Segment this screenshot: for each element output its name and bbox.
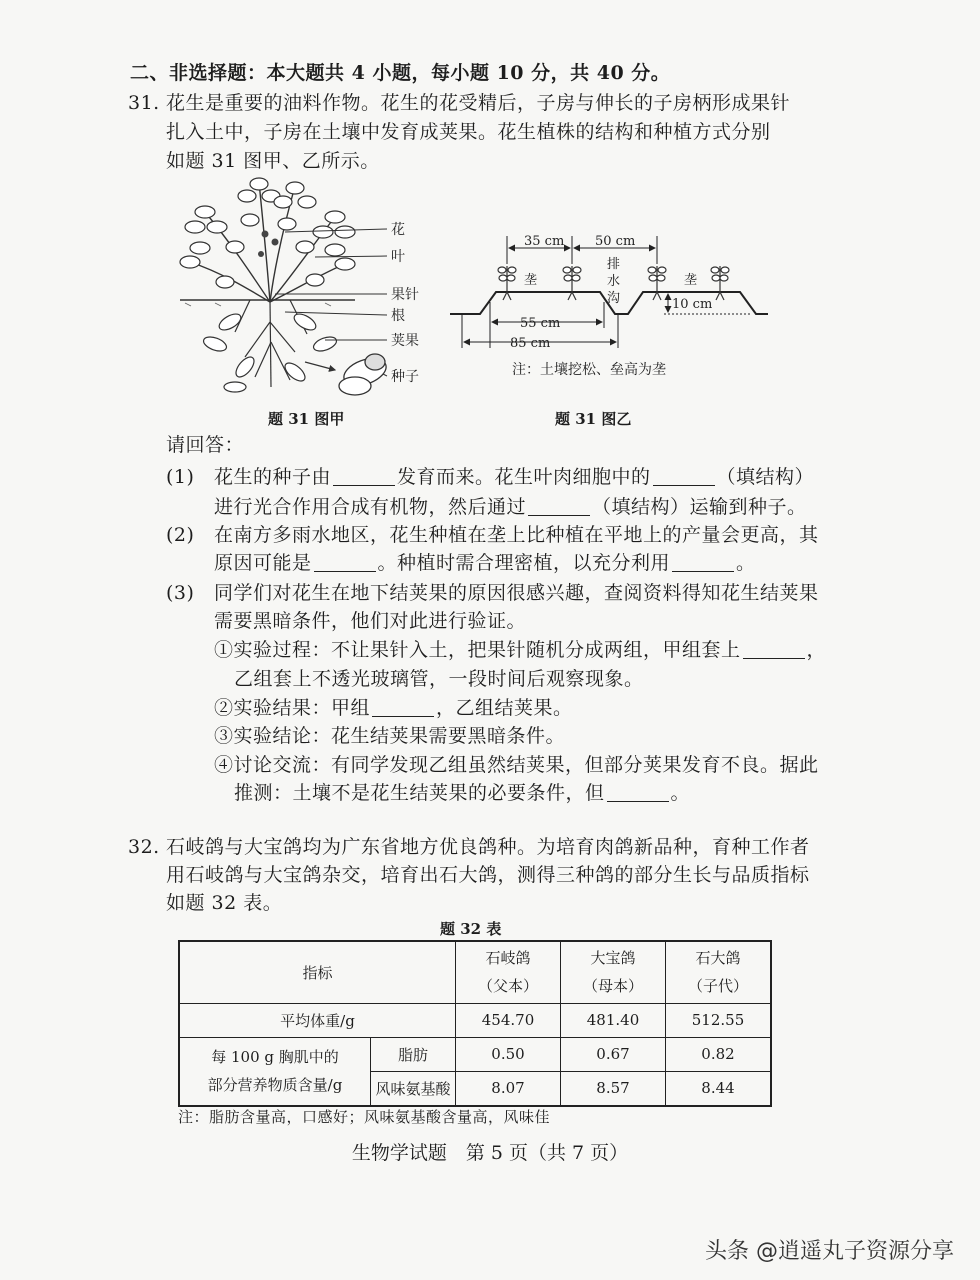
drain-char-2: 水 — [607, 274, 621, 289]
label-seed: 种子 — [391, 369, 419, 385]
flowers — [258, 231, 279, 258]
table-note: 注：脂肪含量高，口感好；风味氨基酸含量高，风味佳 — [178, 1108, 551, 1126]
page-footer: 生物学试题 第 5 页（共 7 页） — [351, 1142, 629, 1164]
dim-35cm: 35 cm — [524, 234, 565, 249]
watermark: 头条 @逍遥丸子资源分享 — [705, 1239, 954, 1264]
text: 在南方多雨水地区，花生种植在垄上比种植在平地上的产量会更高，其 — [214, 524, 819, 546]
label-leaf: 叶 — [391, 249, 405, 265]
answer-blank[interactable] — [607, 783, 669, 802]
group-label-line: 部分营养物质含量/g — [207, 1076, 343, 1094]
row-label: 脂肪 — [371, 1037, 456, 1071]
col-name: 大宝鸽 — [590, 949, 636, 968]
col-role: （子代） — [687, 977, 748, 996]
text: ， — [806, 639, 827, 661]
label-peg: 果针 — [391, 287, 419, 303]
answer-blank[interactable] — [743, 640, 805, 659]
q31-part2-line1 — [166, 522, 819, 548]
group-label-line: 每 100 g 胸肌中的 — [211, 1048, 339, 1066]
row-label: 平均体重/g — [179, 1003, 456, 1037]
section-heading: 二、非选择题：本大题共 4 小题，每小题 10 分，共 40 分。 — [130, 62, 671, 84]
group-label — [179, 1037, 371, 1106]
text: 发育而来。花生叶肉细胞中的 — [397, 466, 651, 488]
text: 花生的种子由 — [214, 466, 332, 488]
q31-intro-line1: 花生是重要的油料作物。花生的花受精后，子房与伸长的子房柄形成果针 — [166, 92, 791, 114]
cell: 0.82 — [666, 1037, 772, 1071]
text: （填结构） — [716, 466, 815, 488]
q31-part3-line1 — [166, 580, 819, 606]
dim-85cm: 85 cm — [510, 336, 551, 351]
q31-part2-line2 — [214, 550, 756, 576]
q31-part1-line1 — [166, 464, 814, 490]
text: ①实验过程：不让果针入土，把果针随机分成两组，甲组套上 — [214, 639, 741, 661]
cell: 8.44 — [666, 1071, 772, 1106]
ridge-label-2: 垄 — [684, 273, 698, 288]
q31-step3: ③实验结论：花生结荚果需要黑暗条件。 — [214, 725, 566, 747]
q31-intro-line2: 扎入土中，子房在土壤中发育成荚果。花生植株的结构和种植方式分别 — [166, 121, 771, 143]
q31-part3-line2: 需要黑暗条件，他们对此进行验证。 — [214, 610, 527, 632]
col-name: 石岐鸽 — [485, 949, 531, 968]
dim-55cm: 55 cm — [520, 316, 561, 331]
fig-b-caption: 题 31 图乙 — [555, 410, 632, 428]
q32-intro-line1: 石岐鸽与大宝鸽均为广东省地方优良鸽种。为培育肉鸽新品种，育种工作者 — [166, 836, 810, 858]
dim-10cm: 10 cm — [672, 297, 713, 312]
label-flower: 花 — [391, 222, 405, 238]
data-table — [178, 940, 772, 1107]
q31-number: 31. — [128, 92, 160, 114]
cell: 8.07 — [456, 1071, 561, 1106]
ridge-label-1: 垄 — [524, 273, 538, 288]
answer-blank[interactable] — [333, 467, 395, 486]
header-col — [666, 941, 772, 1003]
text: ，乙组结荚果。 — [436, 697, 573, 719]
header-col — [561, 941, 666, 1003]
drain-char-1: 排 — [607, 257, 621, 272]
text: ②实验结果：甲组 — [214, 697, 371, 719]
q31-step1 — [214, 637, 826, 663]
text: 。 — [670, 782, 691, 804]
label-root: 根 — [391, 308, 405, 324]
q32-number: 32. — [128, 836, 160, 858]
answer-blank[interactable] — [672, 553, 734, 572]
answer-blank[interactable] — [653, 467, 715, 486]
text: 推测：土壤不是花生结荚果的必要条件，但 — [234, 782, 605, 804]
q31-part1-line2 — [214, 494, 807, 520]
answer-blank[interactable] — [372, 698, 434, 717]
q31-step4: ④讨论交流：有同学发现乙组虽然结荚果，但部分荚果发育不良。据此 — [214, 754, 819, 776]
cell: 0.67 — [561, 1037, 666, 1071]
col-role: （母本） — [582, 977, 643, 996]
q31-intro-line3: 如题 31 图甲、乙所示。 — [166, 150, 380, 172]
drain-char-3: 沟 — [607, 291, 621, 306]
table-caption: 题 32 表 — [440, 920, 502, 938]
cell: 0.50 — [456, 1037, 561, 1071]
answer-blank[interactable] — [528, 497, 590, 516]
cell: 481.40 — [561, 1003, 666, 1037]
row-label: 风味氨基酸 — [371, 1071, 456, 1106]
table-row — [179, 1037, 771, 1071]
label-pod: 荚果 — [391, 333, 419, 349]
q31-step1-line2: 乙组套上不透光玻璃管，一段时间后观察现象。 — [234, 668, 644, 690]
seed-detail — [339, 353, 390, 395]
q32-intro-line3: 如题 32 表。 — [166, 892, 283, 914]
q31-step4-line2 — [234, 780, 690, 806]
table-header-row — [179, 941, 771, 1003]
part-num: (1) — [166, 466, 195, 488]
part-num: (3) — [166, 582, 195, 604]
text: （填结构）运输到种子。 — [592, 496, 807, 518]
cell: 454.70 — [456, 1003, 561, 1037]
figure-b-ridge-planting — [450, 228, 780, 388]
text: 。种植时需合理密植，以充分利用 — [377, 552, 671, 574]
figure-a-peanut-plant — [175, 172, 445, 402]
header-indicator: 指标 — [179, 941, 456, 1003]
text: 同学们对花生在地下结荚果的原因很感兴趣，查阅资料得知花生结荚果 — [214, 582, 819, 604]
q31-step2 — [214, 695, 573, 721]
text: 。 — [736, 552, 756, 574]
dim-50cm: 50 cm — [595, 234, 636, 249]
fig-b-note: 注：土壤挖松、垒高为垄 — [512, 362, 666, 378]
q31-prompt: 请回答： — [166, 434, 245, 456]
col-role: （父本） — [477, 977, 538, 996]
q32-intro-line2: 用石岐鸽与大宝鸽杂交，培育出石大鸽，测得三种鸽的部分生长与品质指标 — [166, 864, 810, 886]
fig-a-caption: 题 31 图甲 — [268, 410, 345, 428]
header-col — [456, 941, 561, 1003]
cell: 8.57 — [561, 1071, 666, 1106]
answer-blank[interactable] — [314, 553, 376, 572]
table-row — [179, 1003, 771, 1037]
col-name: 石大鸽 — [695, 949, 741, 968]
text: 进行光合作用合成有机物，然后通过 — [214, 496, 527, 518]
text: 原因可能是 — [214, 552, 312, 574]
part-num: (2) — [166, 524, 195, 546]
cell: 512.55 — [666, 1003, 772, 1037]
